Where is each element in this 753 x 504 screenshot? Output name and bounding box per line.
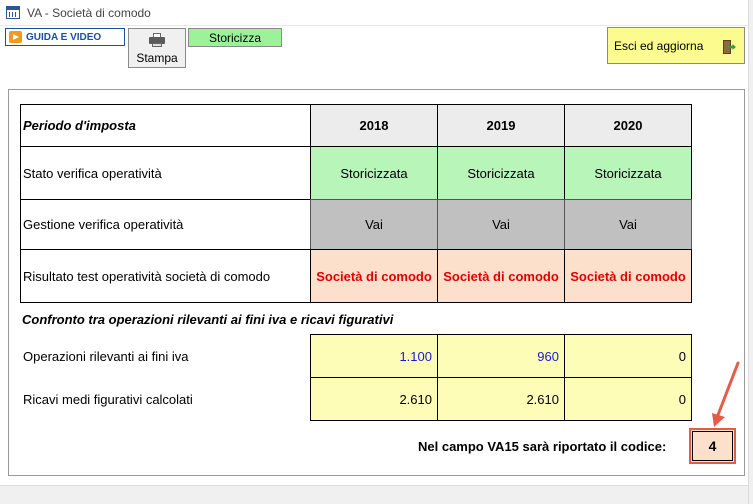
stato-label: Stato verifica operatività [20,146,311,200]
play-icon [9,31,22,43]
comparison-title: Confronto tra operazioni rilevanti ai fini iva e ricavi figurativi [22,312,394,327]
va15-label: Nel campo VA15 sarà riportato il codice: [418,439,667,454]
guide-video-button[interactable] [5,28,125,46]
va15-field-border [692,431,733,461]
operazioni-2018: 1.100 [310,334,438,378]
year-header-2019: 2019 [437,104,565,147]
exit-label: Esci ed aggiorna [614,38,704,53]
vai-button-2018[interactable]: Vai [310,199,438,250]
print-label: Stampa [136,51,178,65]
storicizza-button[interactable]: Storicizza [188,28,282,47]
ricavi-2020: 0 [564,377,692,421]
operazioni-2019: 960 [437,334,565,378]
title-bar [0,0,753,26]
window-title: VA - Società di comodo [27,6,151,20]
vai-button-2019[interactable]: Vai [437,199,565,250]
guide-video-label: GUIDA E VIDEO [26,31,102,43]
stato-2020: Storicizzata [564,146,692,200]
risultato-2018: Società di comodo [310,249,438,303]
print-button[interactable] [128,28,186,68]
stato-2018: Storicizzata [310,146,438,200]
printer-icon [149,33,165,47]
risultato-2019: Società di comodo [437,249,565,303]
stato-2019: Storicizzata [437,146,565,200]
risultato-label: Risultato test operatività società di comodo [20,249,311,303]
exit-door-icon [723,40,736,54]
exit-and-update-button[interactable] [607,27,745,64]
period-header: Periodo d'imposta [20,104,311,147]
year-header-2020: 2020 [564,104,692,147]
va15-value: 4 [708,438,717,454]
ricavi-2018: 2.610 [310,377,438,421]
risultato-2020: Società di comodo [564,249,692,303]
toolbar [0,26,748,72]
annotation-arrow [700,355,750,430]
ricavi-label: Ricavi medi figurativi calcolati [23,391,193,407]
year-header-2018: 2018 [310,104,438,147]
operazioni-label: Operazioni rilevanti ai fini iva [23,348,189,364]
ricavi-2019: 2.610 [437,377,565,421]
gestione-label: Gestione verifica operatività [20,199,311,250]
calendar-app-icon [6,6,20,19]
operazioni-2020: 0 [564,334,692,378]
status-bar [0,485,748,504]
vai-button-2020[interactable]: Vai [564,199,692,250]
